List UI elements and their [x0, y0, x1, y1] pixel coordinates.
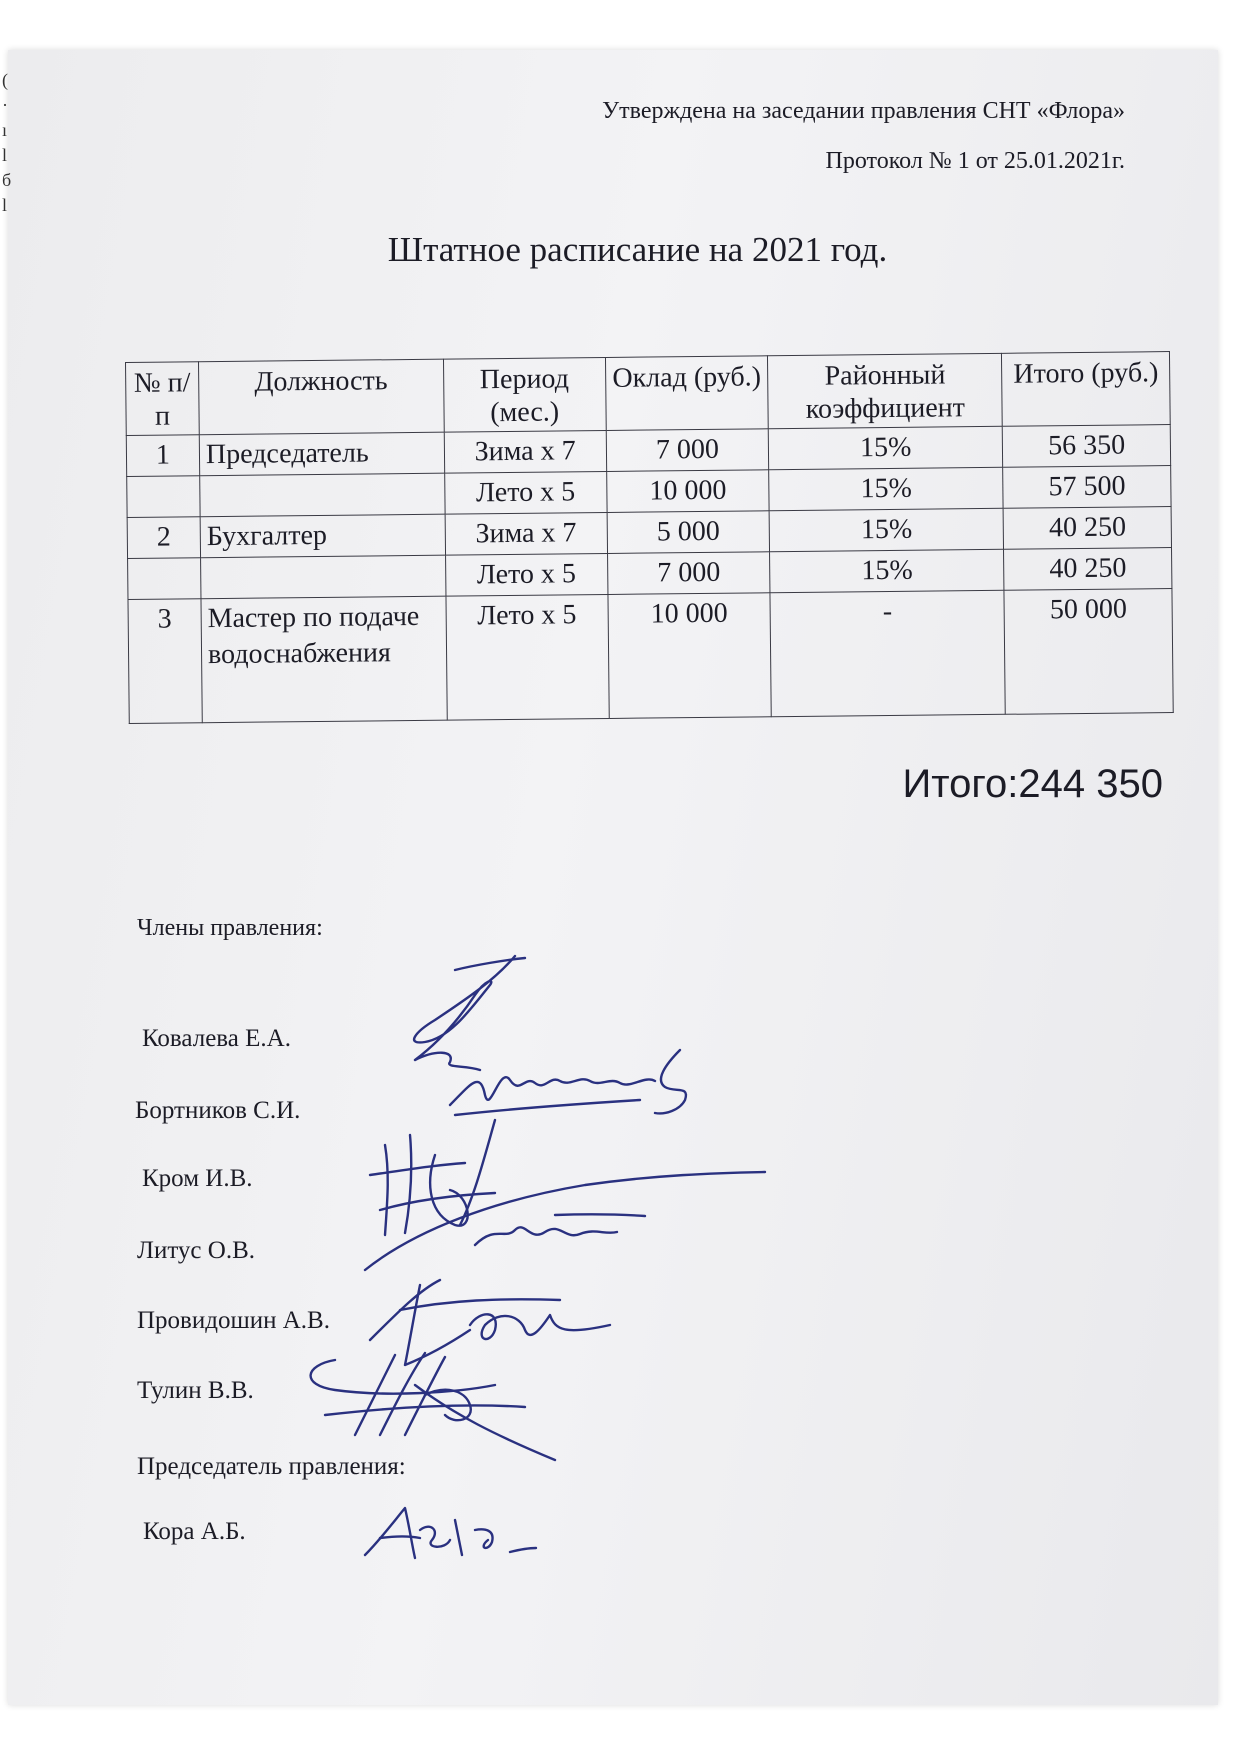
- signature-tulin: [295, 1345, 565, 1465]
- approval-block: [602, 86, 1125, 186]
- cell-period: Зима х 7: [444, 430, 607, 473]
- cell-coefficient: 15%: [770, 549, 1005, 592]
- cell-salary: 10 000: [607, 470, 770, 513]
- chair-heading: Председатель правления:: [137, 1453, 406, 1480]
- cell-position: [200, 473, 445, 517]
- document-title: Штатное расписание на 2021 год.: [387, 230, 888, 269]
- cell-salary: 10 000: [608, 593, 772, 719]
- cell-period: Лето х 5: [445, 553, 608, 596]
- cell-position: Председатель: [199, 432, 444, 476]
- header-coefficient: Районный коэффициент: [768, 353, 1003, 428]
- member-name: Литус О.В.: [137, 1237, 256, 1264]
- table-row: [128, 589, 1173, 724]
- cell-salary: 7 000: [607, 552, 770, 595]
- cell-period: Лето х 5: [445, 594, 609, 720]
- members-heading: Члены правления:: [137, 915, 323, 941]
- cell-coefficient: 15%: [769, 508, 1004, 551]
- header-period: Период (мес.): [443, 357, 606, 432]
- approval-protocol-line: Протокол № 1 от 25.01.2021г.: [825, 148, 1125, 174]
- cell-salary: 7 000: [606, 429, 769, 472]
- cell-total: 40 250: [1004, 507, 1172, 550]
- cell-total: 40 250: [1004, 548, 1172, 591]
- cell-period: Зима х 7: [445, 512, 608, 555]
- table-header-row: [126, 352, 1171, 436]
- cell-salary: 5 000: [607, 511, 770, 554]
- signature-kora: [360, 1500, 540, 1570]
- cell-num: [128, 558, 201, 600]
- staff-schedule-table: [125, 351, 1174, 724]
- cell-num: [127, 476, 200, 518]
- header-total: Итого (руб.): [1002, 352, 1170, 427]
- cell-total: 50 000: [1004, 589, 1173, 715]
- cell-coefficient: -: [770, 590, 1006, 716]
- member-name: Кром И.В.: [142, 1165, 253, 1192]
- header-salary: Оклад (руб.): [605, 356, 768, 431]
- cell-num: 3: [128, 599, 202, 724]
- grand-total: Итого:244 350: [902, 762, 1163, 806]
- cell-position: Бухгалтер: [200, 514, 445, 558]
- header-position: Должность: [198, 359, 443, 435]
- cell-period: Лето х 5: [444, 471, 607, 514]
- cell-num: 2: [127, 517, 200, 559]
- chair-name: Кора А.Б.: [143, 1518, 246, 1545]
- header-num: № п/п: [126, 362, 200, 436]
- cell-coefficient: 15%: [769, 467, 1004, 510]
- member-name: Провидошин А.В.: [137, 1307, 330, 1334]
- cell-total: 56 350: [1003, 425, 1171, 468]
- signature-litus: [355, 1170, 775, 1280]
- approval-line-1: Утверждена на заседании правления СНТ «Флора»: [602, 98, 1125, 124]
- member-name: Ковалева Е.А.: [142, 1025, 291, 1052]
- torn-edge-marks: ( · ı l б l: [2, 70, 12, 215]
- member-name: Бортников С.И.: [135, 1097, 301, 1124]
- cell-position: Мастер по подаче водоснабжения: [201, 596, 447, 723]
- cell-position: [201, 555, 446, 599]
- cell-num: 1: [126, 435, 199, 477]
- signature-bortnikov: [440, 1045, 720, 1125]
- cell-coefficient: 15%: [768, 426, 1003, 469]
- cell-total: 57 500: [1003, 466, 1171, 509]
- member-name: Тулин В.В.: [137, 1377, 254, 1404]
